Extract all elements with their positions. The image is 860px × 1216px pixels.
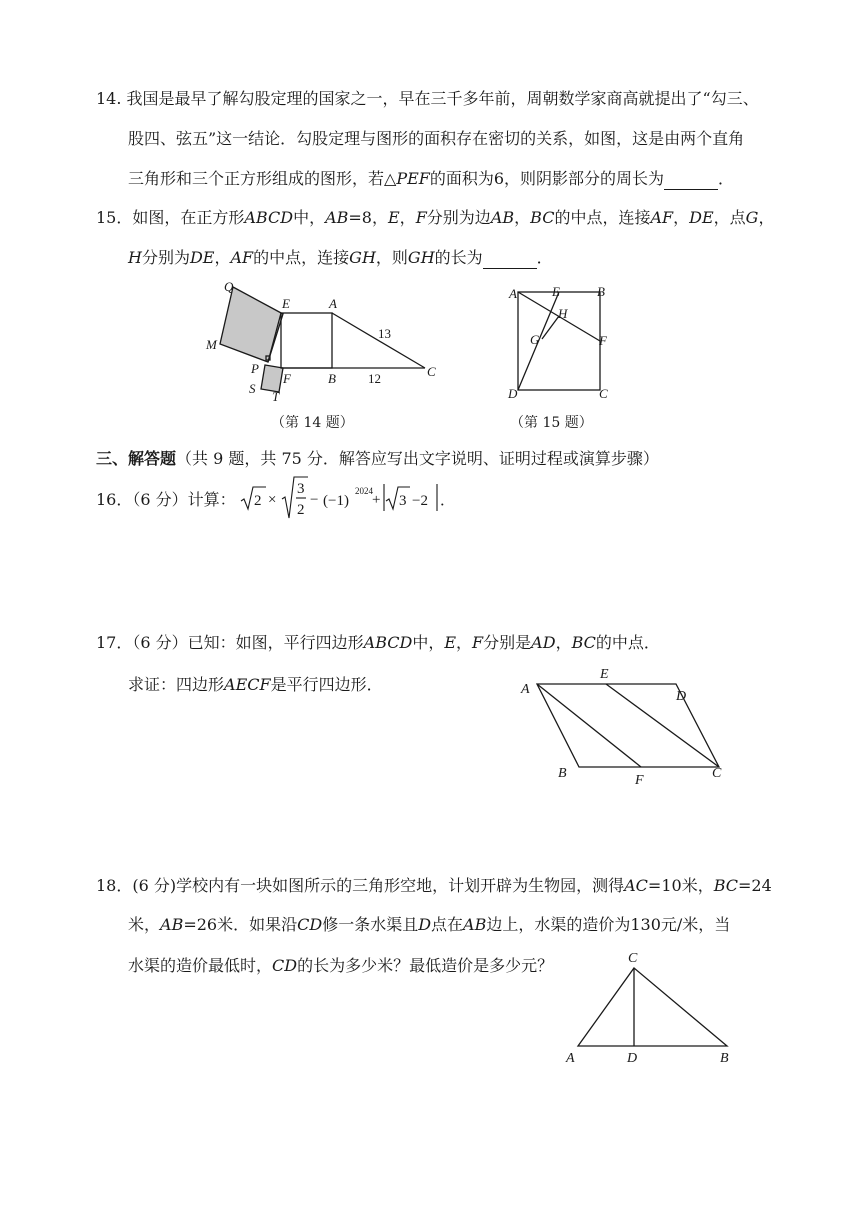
fig14-label-p: P: [251, 361, 259, 376]
q14-end: ．: [718, 169, 735, 188]
q14-line3: [128, 169, 734, 190]
fig18-label-a: A: [566, 1051, 575, 1066]
fig14-label-a: A: [329, 296, 337, 311]
q15-line2: [128, 248, 553, 269]
q14-line2: [128, 129, 744, 149]
q16-prefix-text: 16．（6 分）计算：: [96, 490, 236, 509]
q17-line1: [96, 633, 660, 653]
q18-var: AB: [160, 915, 184, 934]
fig15-label-h: H: [558, 306, 568, 321]
q14-pef: PEF: [396, 169, 430, 188]
fig15-label-b: B: [597, 284, 605, 299]
q15-text: ，: [673, 208, 690, 227]
line-cf: [606, 684, 719, 767]
fig15-label-g: G: [530, 332, 540, 347]
fig14-label-s: S: [249, 381, 256, 396]
section-3-note: （共 9 题，共 75 分．解答应写出文字说明、证明过程或演算步骤）: [176, 449, 659, 468]
q17-text: 求证：四边形: [128, 675, 225, 694]
figure-14: [200, 276, 450, 404]
q15-line1: [96, 208, 774, 228]
q15-text: ，则: [375, 248, 408, 267]
fig14-label-m: M: [206, 337, 217, 352]
q16-r3: 3: [399, 493, 407, 509]
q16-exp: 2024: [355, 486, 373, 496]
q14-line2-text: 股四、弦五”这一结论．勾股定理与图形的面积存在密切的关系，如图，这是由两个直角: [128, 129, 745, 148]
q15-text: ，: [758, 208, 775, 227]
fig14-label-t: T: [272, 389, 280, 404]
q15-var: DE: [689, 208, 714, 227]
q15-var: AB: [490, 208, 515, 227]
q15-text: ，: [399, 208, 416, 227]
fig18-label-d: D: [627, 1051, 638, 1066]
q14-text: 的面积为6，则阴影部分的周长为: [429, 169, 665, 188]
q15-var: E: [387, 208, 400, 227]
line-ae: [537, 684, 641, 767]
square-eabf: [281, 313, 332, 368]
q17-var: AECF: [224, 675, 271, 694]
q18-text: 边上，水渠的造价为130元/米，当: [486, 915, 731, 934]
fig15-label-c: C: [599, 386, 608, 401]
q15-text: ，点: [713, 208, 746, 227]
q16-m2: −2: [412, 493, 428, 509]
square-lower-shaded: [261, 365, 283, 392]
fig15-label-d: D: [508, 386, 518, 401]
q17-var: F: [472, 633, 484, 652]
fig15-caption: （第 15 题）: [510, 415, 593, 431]
fig15-label-a: A: [509, 286, 517, 301]
q15-text: 分别为: [141, 248, 190, 267]
q15-text: 的长为: [434, 248, 483, 267]
q15-text: ，: [214, 248, 231, 267]
figure-15: [502, 280, 620, 402]
q18-text: 的长为多少米？最低造价是多少元？: [297, 956, 554, 975]
q18-var: CD: [272, 956, 298, 975]
q15-text: 15．如图，在正方形: [96, 208, 245, 227]
fig14-label-12: 12: [368, 371, 381, 386]
q18-line3: [128, 956, 553, 976]
q18-var: CD: [297, 915, 323, 934]
q17-line2: [128, 675, 383, 695]
parallelogram-abcd: [537, 684, 719, 767]
q14-text: 三角形和三个正方形组成的图形，若△: [128, 169, 397, 188]
q15-var: BC: [530, 208, 555, 227]
q17-text: 的中点．: [595, 633, 660, 652]
q15-end: ．: [536, 248, 553, 267]
q15-var: F: [415, 208, 427, 227]
q17-text: 17．（6 分）已知：如图，平行四边形: [96, 633, 364, 652]
q17-text: ，: [456, 633, 473, 652]
q17-text: 是平行四边形．: [270, 675, 383, 694]
q16-times: ×: [268, 492, 277, 508]
square-upper-shaded: [220, 287, 283, 362]
fig15-label-e: E: [552, 284, 560, 299]
q18-text: 修一条水渠且: [322, 915, 419, 934]
q14-line1-text: 14. 我国是最早了解勾股定理的国家之一，早在三千多年前，周朝数学家商高就提出了“勾三、: [96, 89, 759, 108]
q15-var: G: [745, 208, 759, 227]
q18-var: AC: [624, 876, 648, 895]
q18-text: =26米．如果沿: [183, 915, 298, 934]
fig14-label-f: F: [283, 371, 291, 386]
q18-text: 水渠的造价最低时，: [128, 956, 273, 975]
fig14-label-b: B: [328, 371, 336, 386]
fig14-label-e: E: [282, 296, 290, 311]
q17-text: 中，: [412, 633, 445, 652]
fig14-label-13: 13: [378, 326, 391, 341]
section-3-title: 三、解答题: [96, 449, 177, 468]
q15-var: GH: [349, 248, 376, 267]
q16-den: 2: [297, 502, 305, 518]
q15-var: H: [128, 248, 142, 267]
q16-num: 3: [297, 481, 305, 497]
q17-text: ，: [555, 633, 572, 652]
q15-var: AF: [650, 208, 674, 227]
q16-r2: 2: [254, 493, 262, 509]
fig17-label-d: D: [676, 689, 687, 704]
q18-var: AB: [463, 915, 487, 934]
q15-var: AF: [230, 248, 254, 267]
fig17-label-c: C: [712, 766, 722, 781]
q15-text: =8，: [348, 208, 388, 227]
q18-text: =24: [738, 876, 772, 895]
q18-text: =10米，: [647, 876, 714, 895]
q18-text: 点在: [431, 915, 464, 934]
q15-var: ABCD: [244, 208, 294, 227]
q17-var: ABCD: [363, 633, 413, 652]
q15-text: ，: [514, 208, 531, 227]
q16-prefix: [96, 490, 236, 510]
q15-var: DE: [189, 248, 215, 267]
section-3-heading: [96, 446, 659, 469]
q15-var: AB: [325, 208, 349, 227]
q18-var: BC: [713, 876, 738, 895]
q18-line2: [128, 915, 730, 935]
q18-var: D: [418, 915, 432, 934]
fig15-label-f: F: [599, 333, 607, 348]
q14-line1: [96, 89, 759, 109]
figure-18: [560, 944, 740, 1068]
q15-text: 分别为边: [426, 208, 491, 227]
q16-expression: [240, 474, 456, 524]
q15-var: GH: [407, 248, 435, 267]
figure-17: [516, 662, 736, 788]
fig14-label-q: Q: [224, 279, 234, 294]
q17-var: AD: [531, 633, 556, 652]
fig17-label-b: B: [558, 766, 567, 781]
triangle-abc: [578, 968, 727, 1046]
q17-var: E: [444, 633, 457, 652]
q17-var: BC: [571, 633, 596, 652]
q16-end: ．: [440, 493, 456, 509]
fig17-label-f: F: [635, 773, 644, 788]
q18-line1: [96, 876, 772, 896]
q16-minus: −: [310, 492, 319, 508]
answer-blank-14[interactable]: [664, 169, 718, 190]
fig14-label-c: C: [427, 364, 436, 379]
answer-blank-15[interactable]: [483, 248, 537, 269]
q15-text: 的中点，连接: [554, 208, 651, 227]
q15-text: 中，: [293, 208, 326, 227]
fig17-label-e: E: [600, 667, 609, 682]
q18-text: 18．(6 分)学校内有一块如图所示的三角形空地，计划开辟为生物园，测得: [96, 876, 625, 895]
q17-text: 分别是: [483, 633, 532, 652]
fig18-label-b: B: [720, 1051, 729, 1066]
fig17-label-a: A: [521, 682, 530, 697]
q18-text: 米，: [128, 915, 161, 934]
fig14-caption: （第 14 题）: [271, 415, 354, 431]
q15-text: 的中点，连接: [253, 248, 350, 267]
q16-plus: +: [372, 492, 381, 508]
fig18-label-c: C: [628, 951, 638, 966]
q16-base: (−1): [323, 493, 349, 509]
